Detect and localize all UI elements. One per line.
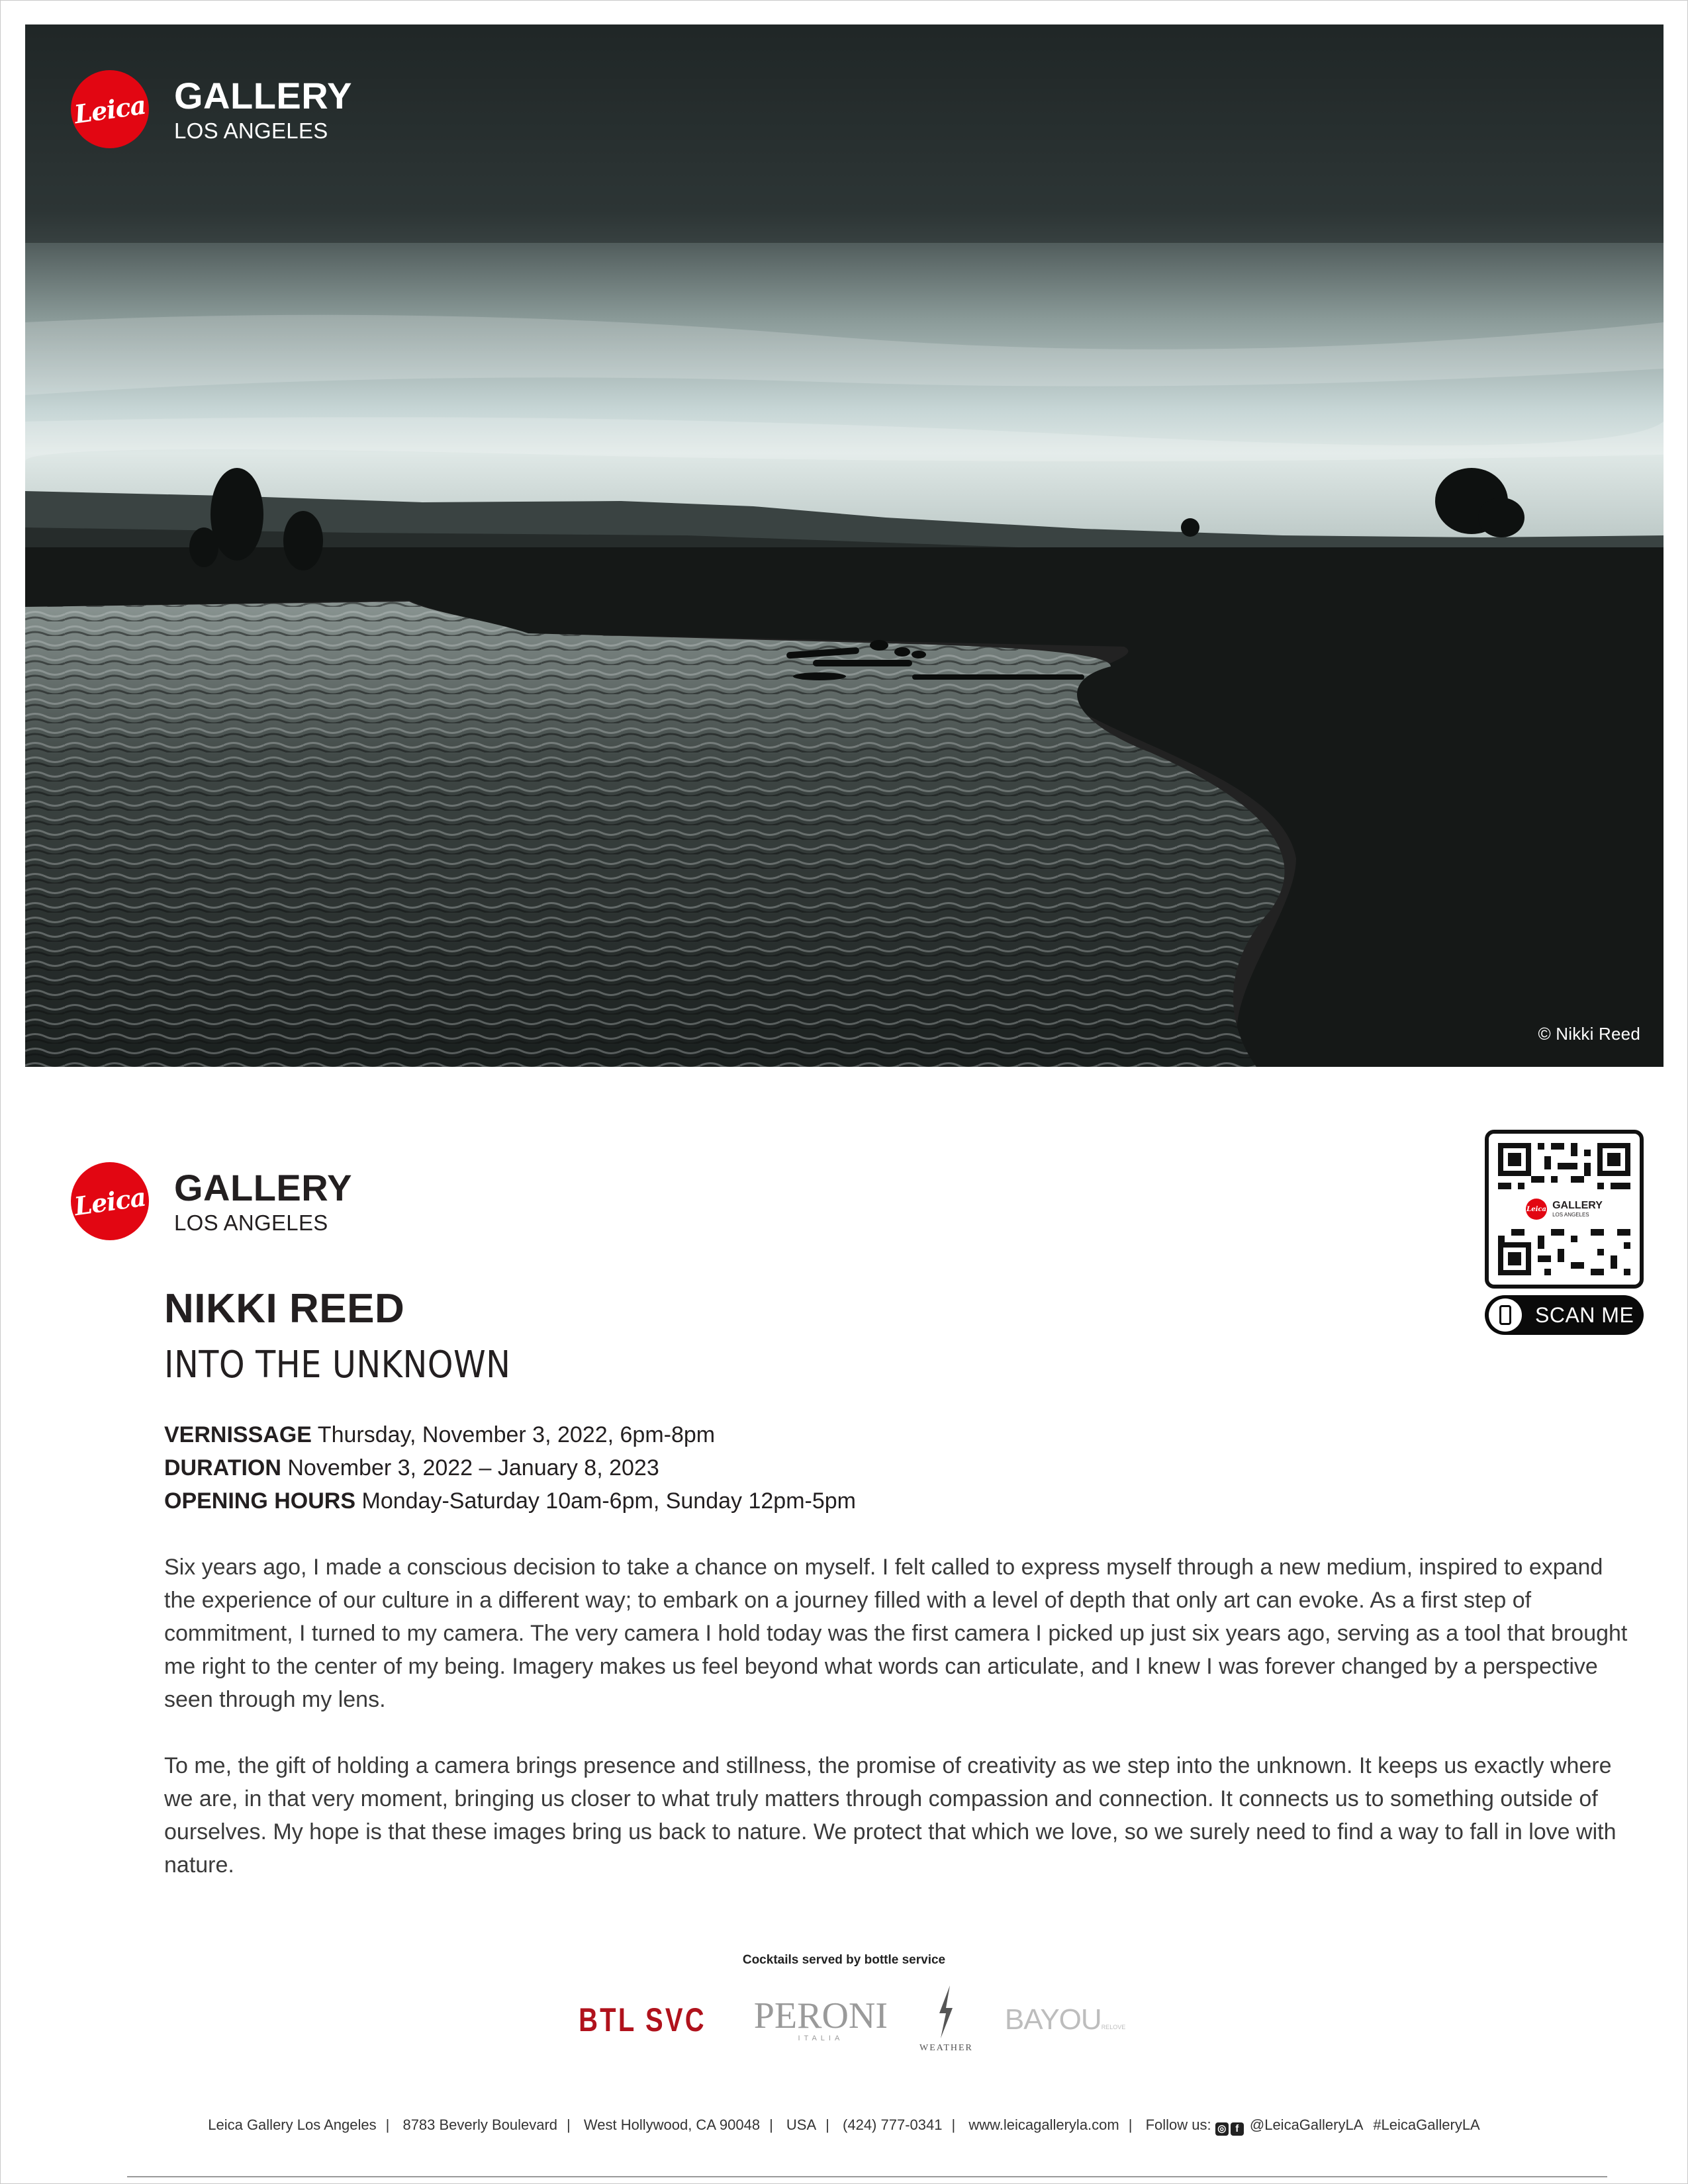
logo-city-text: LOS ANGELES [174,1210,328,1235]
lightning-bolt-icon [933,1985,959,2038]
footer-social-handle[interactable]: @LeicaGalleryLA [1249,2116,1363,2133]
footer-phone[interactable]: (424) 777-0341 [843,2116,943,2133]
sponsor-logos [0,1985,1688,2054]
landscape-image [25,24,1664,1067]
leica-logo-icon: Leica [71,1162,149,1240]
exhibition-details [164,1418,856,1518]
detail-duration: DURATION November 3, 2022 – January 8, 2023 [164,1455,659,1480]
bayou-logo: BAYOURELOVE [1004,2003,1126,2036]
footer-website-link[interactable]: www.leicagalleryla.com [968,2116,1119,2133]
footer-contact: Leica Gallery Los Angeles | 8783 Beverly Boulevard | West Hollywood, CA 90048 | USA | (424) 777-0341 | www.leicagalleryla.com | Follow us: ◎ f @LeicaGalleryLA #LeicaGalleryLA [208,2116,1480,2134]
peroni-logo: PERONI ITALIA [753,1995,888,2042]
weather-logo: WEATHER [919,1985,973,2054]
qr-center-logo [1513,1191,1616,1228]
photo-credit: © Nikki Reed [1538,1024,1640,1044]
detail-opening-hours: OPENING HOURS Monday-Saturday 10am-6pm, Sunday 12pm-5pm [164,1488,856,1514]
qr-code-block[interactable] [1485,1130,1644,1335]
artist-name: NIKKI REED [164,1286,405,1332]
header-logo [71,1162,352,1240]
detail-vernissage: VERNISSAGE Thursday, November 3, 2022, 6pm-8pm [164,1422,716,1447]
scan-me-button[interactable] [1485,1295,1644,1335]
footer-hashtag: #LeicaGalleryLA [1373,2116,1480,2133]
qr-logo-city: LOS ANGELES [1552,1212,1589,1218]
bottom-divider [127,2176,1607,2177]
footer-gallery-name: Leica Gallery Los Angeles [208,2116,377,2133]
footer-follow-label: Follow us: [1145,2116,1211,2133]
qr-logo-gallery: GALLERY [1552,1200,1603,1211]
btl-svc-logo: BTL SVC [578,2001,706,2038]
cocktails-note: Cocktails served by bottle service [742,1953,946,1967]
qr-code-icon[interactable] [1485,1130,1644,1289]
footer-country: USA [786,2116,817,2133]
logo-city-text: LOS ANGELES [174,118,328,143]
phone-icon [1489,1298,1522,1332]
scan-me-label: SCAN ME [1535,1302,1634,1327]
statement-paragraph-1: Six years ago, I made a conscious decision to take a chance on myself. I felt called to express myself through a new medium, inspired to expand the experience of our culture in a different way; to embark on a journey filled with a level of depth that only art can evoke. As a first step of commitment, I turned to my camera. The very camera I hold today was the first camera I picked up just six years ago, serving as a tool that brought me right to the center of my being. Imagery makes us feel beyond what words can articulate, and I knew I was forever changed by a perspective seen through my lens. [164,1555,1628,1712]
logo-gallery-text: GALLERY [174,1166,352,1208]
logo-gallery-text: GALLERY [174,74,352,116]
hero-photograph [25,24,1664,1067]
exhibition-title: INTO THE UNKNOWN [164,1343,511,1387]
hero-logo [71,70,352,148]
leica-logo-icon: Leica [71,70,149,148]
footer-city: West Hollywood, CA 90048 [583,2116,761,2133]
leica-mini-icon: Leica [1526,1199,1547,1220]
footer-address: 8783 Beverly Boulevard [402,2116,558,2133]
instagram-icon[interactable]: ◎ [1215,2122,1229,2136]
statement-paragraph-2: To me, the gift of holding a camera brings presence and stillness, the promise of creativity as we step into the unknown. It keeps us exactly where we are, in that very moment, bringing us closer to what truly matters through compassion and connection. It connects us to something outside of ourselves. My hope is that these images bring us back to nature. We protect that which we love, so we surely need to find a way to fall in love with nature. [164,1753,1617,1878]
facebook-icon[interactable]: f [1231,2122,1244,2136]
